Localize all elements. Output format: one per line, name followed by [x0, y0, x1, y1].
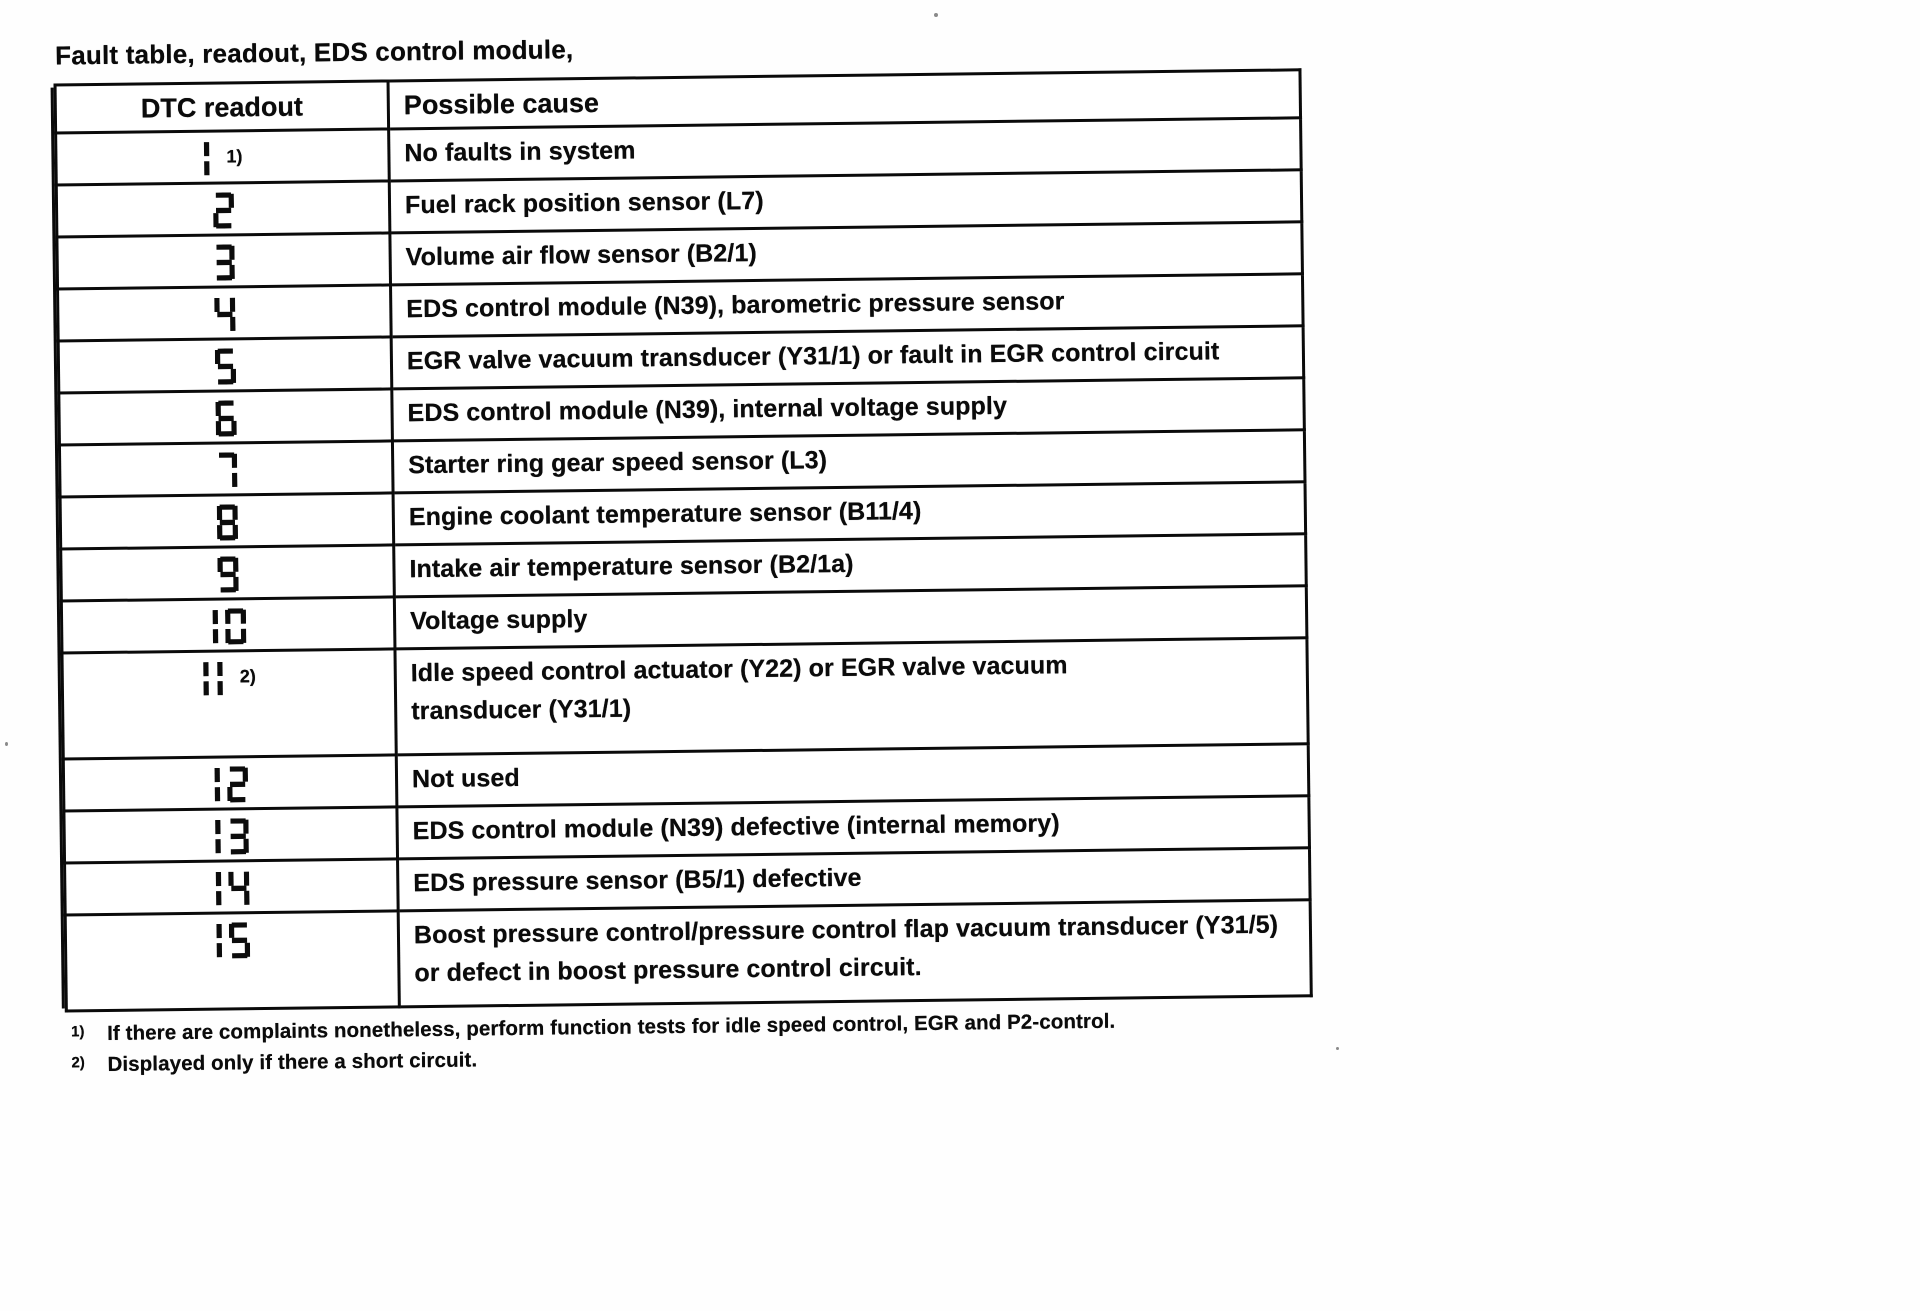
fault-table-body: [56, 118, 1312, 1011]
table-row: [62, 638, 1308, 759]
possible-cause-cell: Engine coolant temperature sensor (B11/4): [393, 482, 1306, 545]
possible-cause-cell: Boost pressure control/pressure control flap vacuum transducer (Y31/5) or defect in boost pressure control circuit.: [398, 900, 1311, 1007]
dtc-readout-cell: [56, 129, 390, 185]
dtc-readout-cell: [61, 597, 395, 653]
dtc-readout-cell: [56, 181, 390, 237]
possible-cause-cell: No faults in system: [389, 118, 1302, 181]
possible-cause-cell: EDS control module (N39) defective (internal memory): [397, 796, 1310, 859]
document-sheet: [53, 25, 1316, 1084]
scan-speck: [5, 742, 8, 746]
possible-cause-cell: Not used: [396, 744, 1309, 807]
possible-cause-cell: Voltage supply: [394, 586, 1307, 649]
dtc-seven-segment-digits: [202, 661, 224, 697]
dtc-seven-segment-digits: [213, 818, 248, 854]
possible-cause-cell: Intake air temperature sensor (B2/1a): [394, 534, 1307, 597]
possible-cause-cell: Volume air flow sensor (B2/1): [390, 222, 1303, 285]
dtc-seven-segment-digits: [216, 452, 237, 488]
footnote-text: Displayed only if there a short circuit.: [107, 1048, 478, 1076]
column-header-dtc-readout: DTC readout: [55, 81, 389, 133]
possible-cause-cell: EDS control module (N39), internal voltage supply: [392, 378, 1305, 441]
scan-speck: [934, 13, 938, 17]
dtc-readout-cell: [63, 755, 397, 811]
footnote-text: If there are complaints nonetheless, perform function tests for idle speed control, EGR and P2-control.: [107, 1009, 1116, 1045]
dtc-readout-cell: [58, 337, 392, 393]
footnote-marker: 2): [71, 1054, 85, 1072]
dtc-readout-cell: [59, 441, 393, 497]
dtc-seven-segment-digits: [210, 608, 245, 644]
dtc-seven-segment-digits: [212, 192, 233, 228]
dtc-seven-segment-digits: [214, 870, 249, 906]
footnote-marker: 2): [239, 666, 256, 687]
table-row: [65, 900, 1311, 1011]
dtc-readout-cell: [60, 493, 394, 549]
dtc-readout-cell: [64, 807, 398, 863]
possible-cause-cell: Starter ring gear speed sensor (L3): [392, 430, 1305, 493]
fault-table: [54, 68, 1313, 1012]
footnote-marker: 1): [226, 146, 243, 167]
dtc-readout-cell: [61, 545, 395, 601]
dtc-readout-cell: [65, 859, 399, 915]
scan-speck: [1336, 1047, 1339, 1050]
dtc-seven-segment-digits: [215, 400, 236, 436]
possible-cause-cell: Fuel rack position sensor (L7): [389, 170, 1302, 233]
dtc-readout-cell: [62, 649, 396, 759]
footnotes: [71, 1007, 1316, 1077]
column-header-possible-cause: Possible cause: [388, 70, 1301, 129]
dtc-seven-segment-digits: [202, 141, 210, 177]
possible-cause-cell: Idle speed control actuator (Y22) or EGR valve vacuum transducer (Y31/1): [395, 638, 1308, 755]
possible-cause-cell: EGR valve vacuum transducer (Y31/1) or fault in EGR control circuit: [391, 326, 1304, 389]
possible-cause-cell: EDS pressure sensor (B5/1) defective: [398, 848, 1311, 911]
dtc-seven-segment-digits: [214, 922, 249, 958]
dtc-seven-segment-digits: [214, 296, 235, 332]
footnote-marker: 1): [71, 1023, 85, 1041]
page-title: Fault table, readout, EDS control module,: [55, 34, 574, 71]
possible-cause-cell: EDS control module (N39), barometric pressure sensor: [391, 274, 1304, 337]
dtc-seven-segment-digits: [216, 504, 237, 540]
dtc-readout-cell: [59, 389, 393, 445]
dtc-seven-segment-digits: [214, 348, 235, 384]
dtc-seven-segment-digits: [213, 244, 234, 280]
dtc-readout-cell: [65, 911, 399, 1011]
dtc-readout-cell: [58, 285, 392, 341]
dtc-seven-segment-digits: [217, 556, 238, 592]
dtc-readout-cell: [57, 233, 391, 289]
dtc-seven-segment-digits: [212, 766, 247, 802]
